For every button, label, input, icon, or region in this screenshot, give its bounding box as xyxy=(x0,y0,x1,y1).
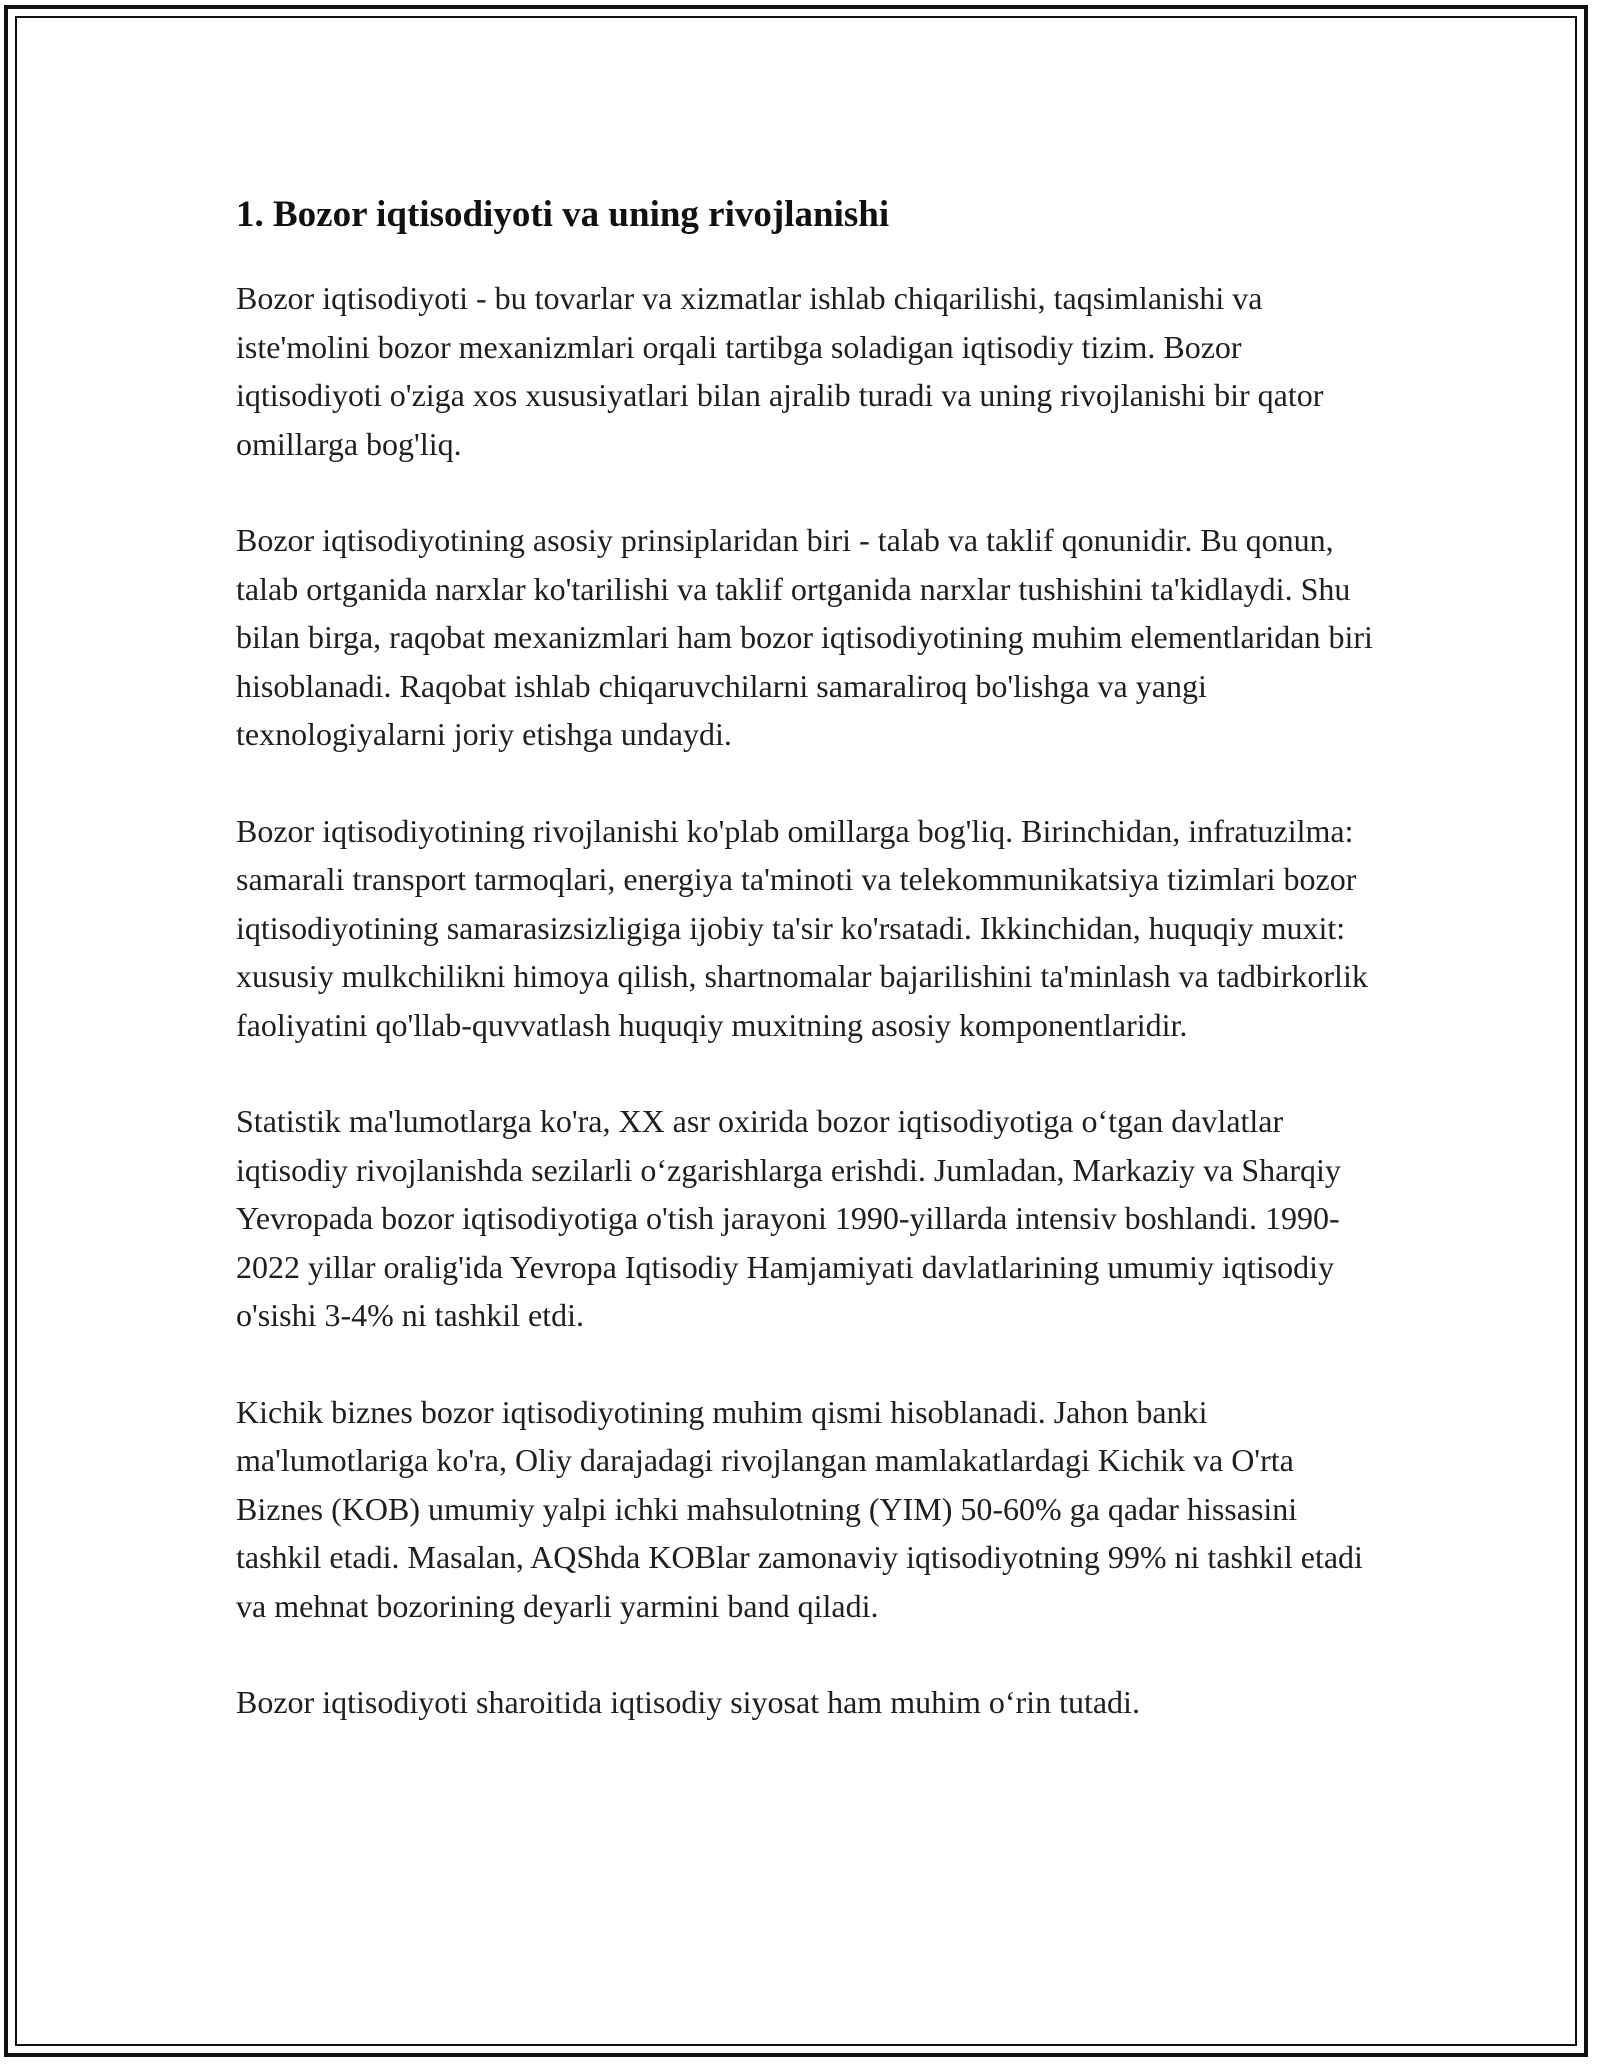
paragraph-4: Statistik ma'lumotlarga ko'ra, XX asr oxirida bozor iqtisodiyotiga o‘tgan davlatlar iqtisodiy rivojlanishda sezilarli o‘zgarishlarga erishdi. Jumladan, Markaziy va Sharqiy Yevropada bozor iqtisodiyotiga o'tish jarayoni 1990-yillarda intensiv boshlandi. 1990-2022 yillar oralig'ida Yevropa Iqtisodiy Hamjamiyati davlatlarining umumiy iqtisodiy o'sishi 3-4% ni tashkil etdi. xyxy=(236,1103,1341,1333)
section-heading: 1. Bozor iqtisodiyoti va uning rivojlanishi xyxy=(236,194,890,235)
paragraph-5: Kichik biznes bozor iqtisodiyotining muhim qismi hisoblanadi. Jahon banki ma'lumotlariga ko'ra, Oliy darajadagi rivojlangan mamlakatlardagi Kichik va O'rta Biznes (KOB) umumiy yalpi ichki mahsulotning (YIM) 50-60% ga qadar hissasini tashkil etadi. Masalan, AQShda KOBlar zamonaviy iqtisodiyotning 99% ni tashkil etadi va mehnat bozorining deyarli yarmini band qiladi. xyxy=(236,1393,1363,1624)
paragraph-6: Bozor iqtisodiyoti sharoitida iqtisodiy siyosat ham muhim o‘rin tutadi. xyxy=(236,1684,1140,1720)
paragraph-1: Bozor iqtisodiyoti - bu tovarlar va xizmatlar ishlab chiqarilishi, taqsimlanishi va iste'molini bozor mexanizmlari orqali tartibga soladigan iqtisodiy tizim. Bozor iqtisodiyoti o'ziga xos xususiyatlari bilan ajralib turadi va uning rivojlanishi bir qator omillarga bog'liq. xyxy=(236,280,1324,462)
paragraph-2: Bozor iqtisodiyotining asosiy prinsiplaridan biri - talab va taklif qonunidir. Bu qonun, talab ortganida narxlar ko'tarilishi va taklif ortganida narxlar tushishini ta'kidlaydi. Shu bilan birga, raqobat mexanizmlari ham bozor iqtisodiyotining muhim elementlaridan biri hisoblanadi. Raqobat ishlab chiqaruvchilarni samaraliroq bo'lishga va yangi texnologiyalarni joriy etishga undaydi. xyxy=(236,522,1373,752)
paragraph-3: Bozor iqtisodiyotining rivojlanishi ko'plab omillarga bog'liq. Birinchidan, infratuzilma: samarali transport tarmoqlari, energiya ta'minoti va telekommunikatsiya tizimlari bozor iqtisodiyotining samarasizsizligiga ijobiy ta'sir ko'rsatadi. Ikkinchidan, huquqiy muxit: xususiy mulkchilikni himoya qilish, shartnomalar bajarilishini ta'minlash va tadbirkorlik faoliyatini qo'llab-quvvatlash huquqiy muxitning asosiy komponentlaridir. xyxy=(236,812,1368,1043)
document-body xyxy=(236,188,1376,1775)
